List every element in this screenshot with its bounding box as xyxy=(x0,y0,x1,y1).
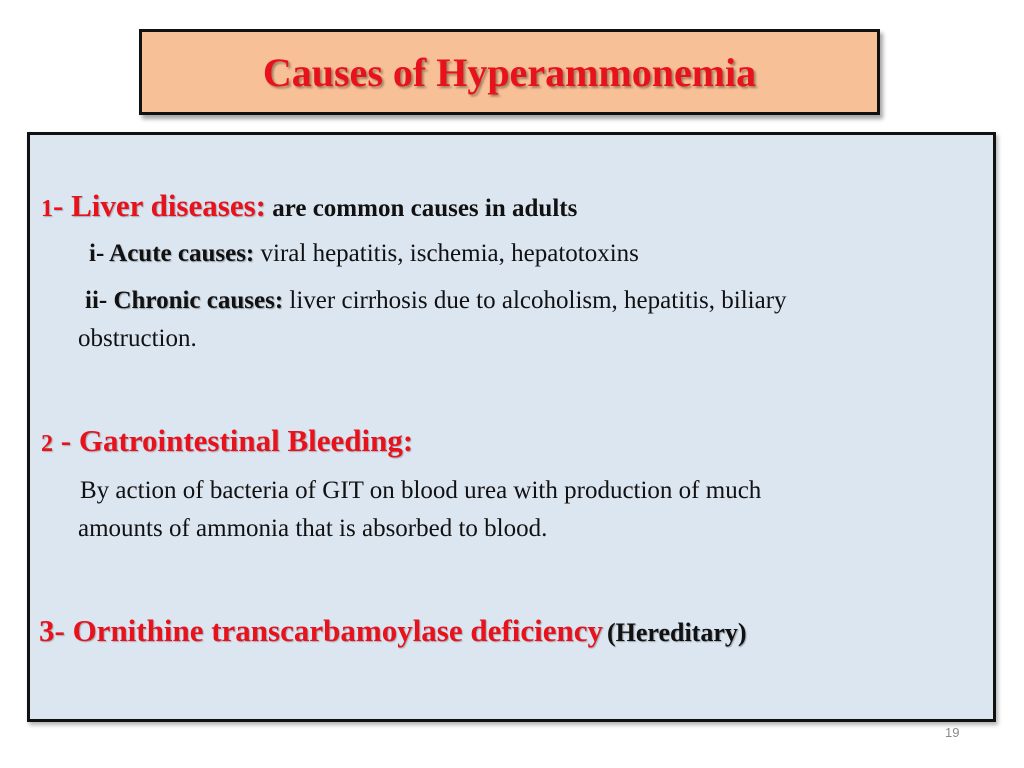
item1-sub-ii-cont xyxy=(78,325,197,353)
page-number: 19 xyxy=(945,725,960,740)
sub-i-label: Acute causes: xyxy=(109,240,255,267)
item1-sub-i xyxy=(89,240,639,268)
item2-text-line1: By action of bacteria of GIT on blood urea with production of much xyxy=(80,477,762,504)
sub-ii-text-line2: obstruction. xyxy=(78,325,197,352)
item1-heading: Liver diseases: xyxy=(71,188,266,223)
sub-i-text: viral hepatitis, ischemia, hepatotoxins xyxy=(254,240,639,267)
item2-text2 xyxy=(78,515,547,543)
item3-note: (Hereditary) xyxy=(606,618,747,647)
item2-number: 2 xyxy=(41,431,53,457)
item1-dash: - xyxy=(53,188,72,223)
item1-line xyxy=(41,188,577,224)
item3-line xyxy=(39,613,747,649)
item2-dash: - xyxy=(53,423,79,458)
item2-text1 xyxy=(80,477,761,505)
title-box xyxy=(139,29,880,115)
content-box xyxy=(27,132,996,722)
sub-i-prefix: i- xyxy=(89,240,110,267)
sub-ii-prefix: ii- xyxy=(85,287,114,314)
sub-ii-text-line1: liver cirrhosis due to alcoholism, hepatitis, biliary xyxy=(283,287,787,314)
item2-heading: Gatrointestinal Bleeding: xyxy=(78,423,414,458)
slide-title: Causes of Hyperammonemia xyxy=(262,49,757,95)
item2-line xyxy=(41,423,413,459)
item1-number: 1 xyxy=(41,196,53,222)
item1-sub-ii xyxy=(85,287,787,315)
item2-text-line2: amounts of ammonia that is absorbed to blood. xyxy=(78,515,548,542)
item3-heading: 3- Ornithine transcarbamoylase deficiency xyxy=(39,613,603,648)
sub-ii-label: Chronic causes: xyxy=(113,287,284,314)
item1-lead: are common causes in adults xyxy=(265,195,578,222)
